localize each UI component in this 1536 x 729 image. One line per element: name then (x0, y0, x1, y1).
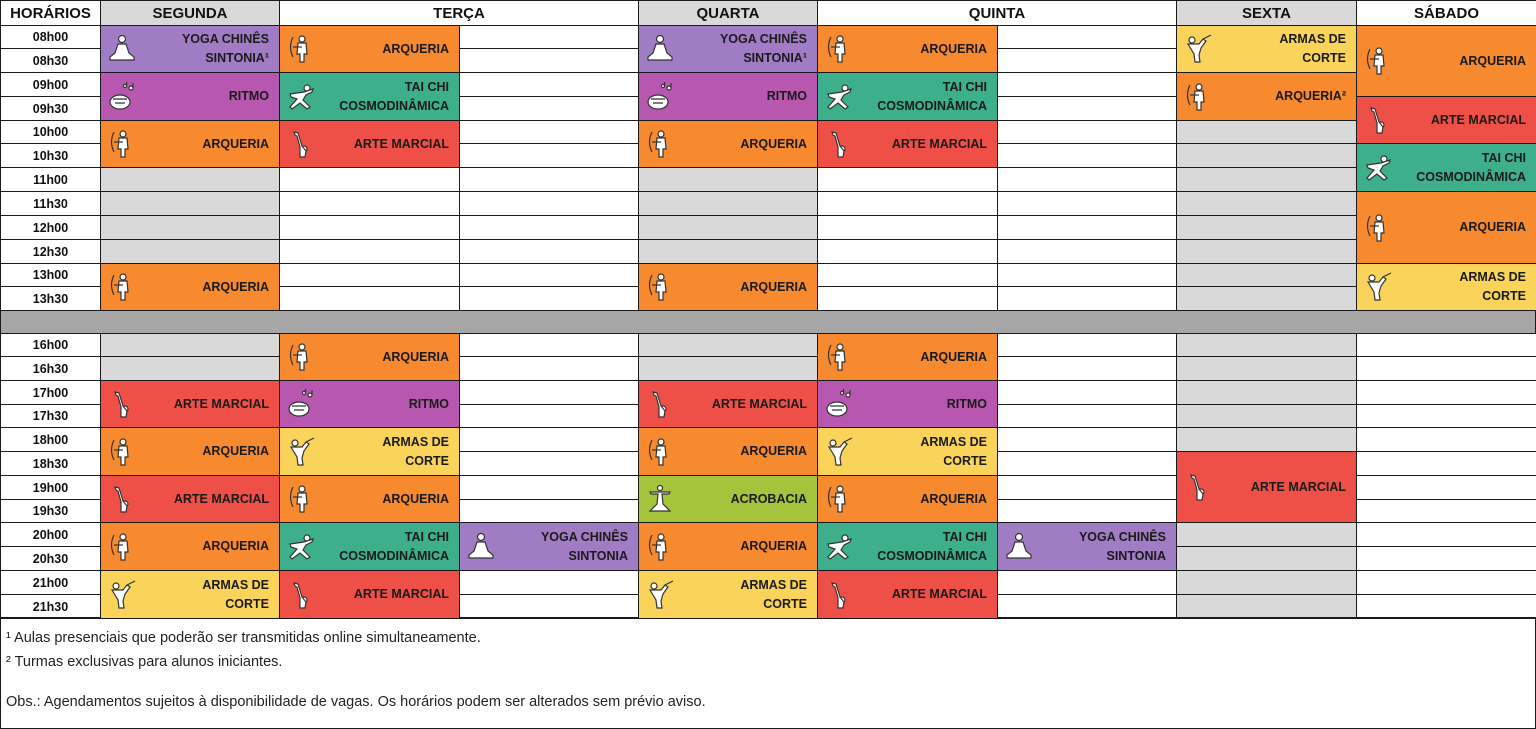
class-label: ARQUERIA² (1275, 89, 1346, 103)
class-block-arqueria[interactable] (1356, 25, 1536, 97)
empty-slot (459, 120, 639, 144)
time-label: 08h00 (0, 25, 101, 49)
class-label: ARQUERIA (1459, 53, 1526, 68)
meditation-icon (643, 32, 677, 66)
class-label: TAI CHI COSMODINÂMICA (339, 529, 449, 563)
footnotes (0, 617, 1536, 729)
empty-slot (817, 263, 998, 287)
time-label: 16h30 (0, 356, 101, 381)
class-label: ARQUERIA (920, 491, 987, 506)
empty-slot (459, 143, 639, 168)
class-block-arqueria[interactable] (100, 427, 280, 476)
class-label: RITMO (228, 89, 269, 103)
empty-slot (997, 143, 1177, 168)
archer-icon (284, 482, 318, 516)
class-block-yoga-chinês-sintonia[interactable] (638, 25, 818, 73)
class-label: ARTE MARCIAL (1430, 112, 1526, 127)
unavailable-slot (638, 333, 818, 357)
unavailable-slot (100, 191, 280, 216)
time-label: 12h00 (0, 215, 101, 240)
unavailable-slot (100, 167, 280, 192)
empty-slot (459, 451, 639, 476)
time-label: 18h30 (0, 451, 101, 476)
class-label: ARTE MARCIAL (1250, 479, 1346, 494)
class-label: ARQUERIA (920, 349, 987, 364)
time-label: 21h00 (0, 570, 101, 595)
unavailable-slot (1176, 143, 1357, 168)
empty-slot (997, 167, 1177, 192)
class-block-tai-chi-cosmodinâmica[interactable] (279, 522, 460, 571)
header-day: SEGUNDA (100, 0, 280, 26)
unavailable-slot (1176, 594, 1357, 619)
empty-slot (997, 239, 1177, 264)
empty-slot (459, 380, 639, 405)
time-label: 21h30 (0, 594, 101, 619)
class-block-arte-marcial[interactable] (100, 380, 280, 428)
class-block-armas-de-corte[interactable] (817, 427, 998, 476)
empty-slot (997, 451, 1177, 476)
kick-icon (822, 127, 856, 161)
empty-slot (459, 191, 639, 216)
class-label: ARMAS DE CORTE (382, 434, 449, 468)
class-label: ARQUERIA (1459, 220, 1526, 234)
time-label: 13h30 (0, 286, 101, 311)
empty-slot (997, 72, 1177, 97)
header-day: SÁBADO (1356, 0, 1536, 26)
empty-slot (997, 286, 1177, 311)
empty-slot (459, 215, 639, 240)
empty-slot (459, 570, 639, 595)
time-label: 20h30 (0, 546, 101, 571)
class-block-arte-marcial[interactable] (279, 570, 460, 619)
class-label: ARQUERIA (202, 539, 269, 553)
empty-slot (997, 404, 1177, 428)
observation-note: Obs.: Agendamentos sujeitos à disponibilidade de vagas. Os horários podem ser alterados sem prévio aviso. (6, 694, 706, 710)
empty-slot (459, 427, 639, 452)
class-label: RITMO (946, 396, 987, 411)
class-block-armas-de-corte[interactable] (1356, 263, 1536, 311)
class-block-tai-chi-cosmodinâmica[interactable] (1356, 143, 1536, 192)
unavailable-slot (100, 239, 280, 264)
unavailable-slot (1176, 215, 1357, 240)
unavailable-slot (1176, 404, 1357, 428)
class-block-tai-chi-cosmodinâmica[interactable] (817, 522, 998, 571)
kick-icon (105, 482, 139, 516)
empty-slot (817, 191, 998, 216)
empty-slot (459, 25, 639, 49)
class-label: ARTE MARCIAL (891, 136, 987, 151)
class-block-tai-chi-cosmodinâmica[interactable] (817, 72, 998, 121)
class-label: ARTE MARCIAL (173, 396, 269, 411)
empty-slot (459, 96, 639, 121)
header-day: SEXTA (1176, 0, 1357, 26)
archer-icon (284, 340, 318, 374)
class-label: TAI CHI COSMODINÂMICA (339, 79, 449, 113)
class-block-arte-marcial[interactable] (1356, 96, 1536, 144)
empty-slot (1356, 451, 1536, 476)
class-block-arqueria[interactable] (1356, 191, 1536, 264)
class-block-arqueria[interactable] (279, 475, 460, 523)
meditation-icon (105, 32, 139, 66)
class-block-yoga-chinês-sintonia[interactable] (997, 522, 1177, 571)
unavailable-slot (1176, 167, 1357, 192)
class-label: ARQUERIA (382, 41, 449, 56)
class-block-arqueria[interactable] (817, 333, 998, 381)
empty-slot (279, 167, 460, 192)
taichi-icon (1361, 151, 1395, 185)
empty-slot (817, 286, 998, 311)
class-block-armas-de-corte[interactable] (638, 570, 818, 619)
class-label: YOGA CHINÊS SINTONIA (540, 529, 628, 563)
sword-icon (105, 578, 139, 612)
class-block-yoga-chinês-sintonia[interactable] (100, 25, 280, 73)
class-block-arqueria[interactable] (817, 475, 998, 523)
class-label: ARQUERIA (920, 41, 987, 56)
class-label: ARTE MARCIAL (711, 396, 807, 411)
unavailable-slot (638, 215, 818, 240)
class-block-yoga-chinês-sintonia[interactable] (459, 522, 639, 571)
empty-slot (997, 263, 1177, 287)
class-label: ARQUERIA (202, 444, 269, 458)
unavailable-slot (1176, 120, 1357, 144)
unavailable-slot (1176, 546, 1357, 571)
empty-slot (997, 475, 1177, 500)
empty-slot (459, 475, 639, 500)
kick-icon (284, 578, 318, 612)
archer-icon (1181, 80, 1215, 114)
class-label: ARQUERIA (740, 279, 807, 294)
unavailable-slot (638, 167, 818, 192)
class-block-armas-de-corte[interactable] (279, 427, 460, 476)
class-label: ARMAS DE CORTE (740, 577, 807, 611)
class-block-arte-marcial[interactable] (1176, 451, 1357, 523)
empty-slot (997, 499, 1177, 523)
class-label: ARMAS DE CORTE (1459, 270, 1526, 303)
header-day: QUINTA (817, 0, 1177, 26)
empty-slot (997, 570, 1177, 595)
class-block-arqueria[interactable] (638, 522, 818, 571)
class-label: ARMAS DE CORTE (1279, 32, 1346, 65)
class-label: ARTE MARCIAL (353, 587, 449, 601)
header-horarios: HORÁRIOS (0, 0, 101, 26)
class-label: YOGA CHINÊS SINTONIA¹ (181, 32, 269, 65)
time-label: 11h00 (0, 167, 101, 192)
class-block-arqueria[interactable] (638, 120, 818, 168)
class-block-arqueria[interactable] (817, 25, 998, 73)
drum-icon (105, 80, 139, 114)
time-label: 08h30 (0, 48, 101, 73)
empty-slot (997, 594, 1177, 619)
empty-slot (1356, 333, 1536, 357)
class-label: TAI CHI COSMODINÂMICA (877, 529, 987, 563)
time-label: 11h30 (0, 191, 101, 216)
unavailable-slot (1176, 380, 1357, 405)
class-label: TAI CHI COSMODINÂMICA (877, 79, 987, 113)
empty-slot (459, 594, 639, 619)
archer-icon (822, 32, 856, 66)
unavailable-slot (100, 333, 280, 357)
empty-slot (1356, 427, 1536, 452)
class-label: ACROBACIA (730, 491, 807, 506)
empty-slot (997, 427, 1177, 452)
kick-icon (284, 127, 318, 161)
class-block-arte-marcial[interactable] (279, 120, 460, 168)
time-label: 10h30 (0, 143, 101, 168)
acrobat-icon (643, 482, 677, 516)
taichi-icon (822, 80, 856, 114)
class-label: ARMAS DE CORTE (920, 434, 987, 468)
archer-icon (105, 435, 139, 469)
time-label: 16h00 (0, 333, 101, 357)
class-block-arqueria[interactable] (100, 120, 280, 168)
unavailable-slot (1176, 191, 1357, 216)
unavailable-slot (1176, 522, 1357, 547)
class-block-arte-marcial[interactable] (638, 380, 818, 428)
class-block-arqueria[interactable] (100, 522, 280, 571)
time-label: 19h30 (0, 499, 101, 523)
archer-icon (643, 270, 677, 304)
empty-slot (997, 96, 1177, 121)
drum-icon (822, 387, 856, 421)
class-label: ARQUERIA (202, 279, 269, 294)
archer-icon (1361, 211, 1395, 245)
kick-icon (105, 387, 139, 421)
empty-slot (459, 239, 639, 264)
empty-slot (817, 167, 998, 192)
class-block-ritmo[interactable] (100, 72, 280, 121)
taichi-icon (284, 530, 318, 564)
archer-icon (105, 127, 139, 161)
class-block-armas-de-corte[interactable] (100, 570, 280, 619)
class-label: ARQUERIA (740, 136, 807, 151)
class-label: YOGA CHINÊS SINTONIA (1078, 529, 1166, 563)
meditation-icon (464, 530, 498, 564)
class-label: ARMAS DE CORTE (202, 577, 269, 611)
class-block-arqueria[interactable] (1176, 72, 1357, 121)
empty-slot (1356, 570, 1536, 595)
empty-slot (459, 72, 639, 97)
kick-icon (643, 387, 677, 421)
empty-slot (459, 404, 639, 428)
unavailable-slot (638, 191, 818, 216)
empty-slot (459, 499, 639, 523)
archer-icon (643, 127, 677, 161)
time-label: 17h30 (0, 404, 101, 428)
unavailable-slot (1176, 333, 1357, 357)
class-block-arte-marcial[interactable] (817, 120, 998, 168)
empty-slot (997, 48, 1177, 73)
class-label: ARQUERIA (740, 444, 807, 458)
class-block-arqueria[interactable] (638, 427, 818, 476)
unavailable-slot (1176, 427, 1357, 452)
empty-slot (279, 239, 460, 264)
unavailable-slot (1176, 356, 1357, 381)
sword-icon (822, 435, 856, 469)
kick-icon (1361, 103, 1395, 137)
empty-slot (997, 333, 1177, 357)
sword-icon (643, 578, 677, 612)
class-block-arqueria[interactable] (279, 25, 460, 73)
empty-slot (459, 333, 639, 357)
class-block-ritmo[interactable] (638, 72, 818, 121)
empty-slot (279, 215, 460, 240)
empty-slot (997, 380, 1177, 405)
empty-slot (459, 286, 639, 311)
unavailable-slot (1176, 570, 1357, 595)
empty-slot (817, 239, 998, 264)
class-label: RITMO (766, 89, 807, 103)
empty-slot (459, 263, 639, 287)
archer-icon (1361, 44, 1395, 78)
class-block-arte-marcial[interactable] (817, 570, 998, 619)
sword-icon (284, 435, 318, 469)
class-block-arqueria[interactable] (100, 263, 280, 311)
time-label: 19h00 (0, 475, 101, 500)
class-block-ritmo[interactable] (817, 380, 998, 428)
header-day: TERÇA (279, 0, 639, 26)
empty-slot (459, 48, 639, 73)
empty-slot (279, 286, 460, 311)
archer-icon (105, 270, 139, 304)
class-label: TAI CHI COSMODINÂMICA (1416, 150, 1526, 184)
empty-slot (1356, 594, 1536, 619)
empty-slot (997, 120, 1177, 144)
archer-icon (822, 482, 856, 516)
time-label: 17h00 (0, 380, 101, 405)
time-label: 09h00 (0, 72, 101, 97)
archer-icon (284, 32, 318, 66)
sword-icon (1361, 270, 1395, 304)
header-day: QUARTA (638, 0, 818, 26)
taichi-icon (284, 80, 318, 114)
class-label: ARTE MARCIAL (173, 491, 269, 506)
empty-slot (1356, 404, 1536, 428)
empty-slot (279, 263, 460, 287)
empty-slot (997, 25, 1177, 49)
time-label: 09h30 (0, 96, 101, 121)
time-label: 10h00 (0, 120, 101, 144)
empty-slot (817, 215, 998, 240)
class-label: ARQUERIA (382, 349, 449, 364)
class-block-armas-de-corte[interactable] (1176, 25, 1357, 73)
class-block-ritmo[interactable] (279, 380, 460, 428)
empty-slot (1356, 546, 1536, 571)
footnote-2: ² Turmas exclusivas para alunos iniciantes. (6, 654, 283, 670)
meditation-icon (1002, 530, 1036, 564)
unavailable-slot (638, 356, 818, 381)
archer-icon (643, 530, 677, 564)
class-label: YOGA CHINÊS SINTONIA¹ (719, 32, 807, 65)
class-block-arqueria[interactable] (279, 333, 460, 381)
empty-slot (1356, 499, 1536, 523)
unavailable-slot (100, 356, 280, 381)
time-label: 20h00 (0, 522, 101, 547)
class-label: RITMO (408, 396, 449, 411)
class-label: ARQUERIA (382, 491, 449, 506)
archer-icon (822, 340, 856, 374)
time-label: 13h00 (0, 263, 101, 287)
archer-icon (643, 435, 677, 469)
time-label: 12h30 (0, 239, 101, 264)
class-block-tai-chi-cosmodinâmica[interactable] (279, 72, 460, 121)
class-label: ARQUERIA (202, 136, 269, 151)
empty-slot (1356, 522, 1536, 547)
class-block-arqueria[interactable] (638, 263, 818, 311)
footnote-1: ¹ Aulas presenciais que poderão ser transmitidas online simultaneamente. (6, 630, 481, 646)
archer-icon (105, 530, 139, 564)
drum-icon (643, 80, 677, 114)
empty-slot (459, 167, 639, 192)
unavailable-slot (638, 239, 818, 264)
empty-slot (1356, 380, 1536, 405)
lunch-break-band (0, 310, 1536, 334)
empty-slot (459, 356, 639, 381)
empty-slot (997, 356, 1177, 381)
class-label: ARTE MARCIAL (891, 587, 987, 601)
empty-slot (997, 215, 1177, 240)
empty-slot (1356, 475, 1536, 500)
class-block-arte-marcial[interactable] (100, 475, 280, 523)
kick-icon (822, 578, 856, 612)
time-label: 18h00 (0, 427, 101, 452)
unavailable-slot (1176, 286, 1357, 311)
class-label: ARTE MARCIAL (353, 136, 449, 151)
kick-icon (1181, 470, 1215, 504)
empty-slot (1356, 356, 1536, 381)
sword-icon (1181, 32, 1215, 66)
class-label: ARQUERIA (740, 539, 807, 553)
unavailable-slot (1176, 263, 1357, 287)
unavailable-slot (100, 215, 280, 240)
empty-slot (997, 191, 1177, 216)
taichi-icon (822, 530, 856, 564)
drum-icon (284, 387, 318, 421)
unavailable-slot (1176, 239, 1357, 264)
empty-slot (279, 191, 460, 216)
class-block-acrobacia[interactable] (638, 475, 818, 523)
